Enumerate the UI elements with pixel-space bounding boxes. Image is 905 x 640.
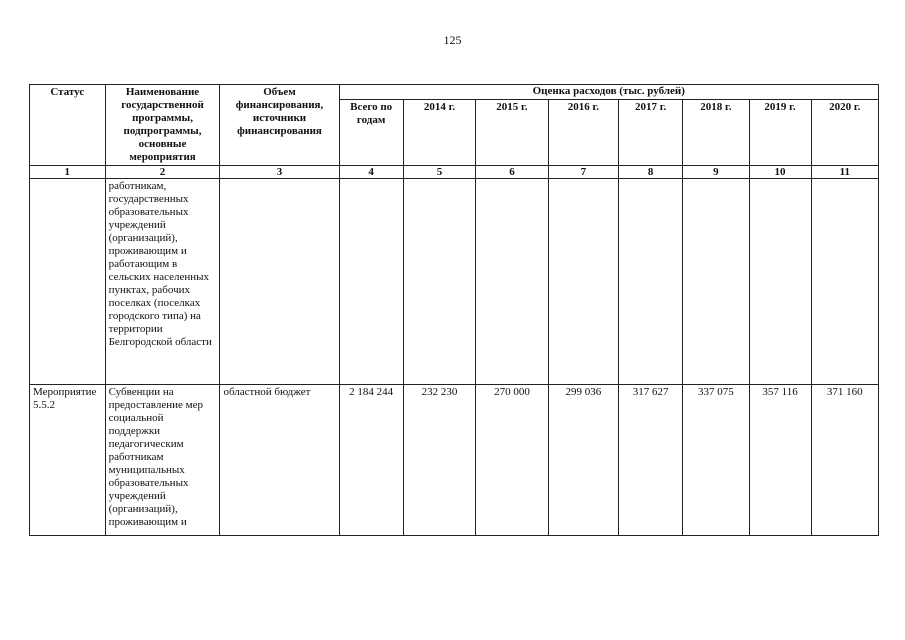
row-value: 337 075 bbox=[683, 385, 749, 536]
row-value bbox=[339, 179, 403, 385]
page-number: 125 bbox=[443, 33, 462, 47]
column-number: 8 bbox=[619, 166, 683, 179]
row-value bbox=[683, 179, 749, 385]
row-value bbox=[548, 179, 618, 385]
header-total: Всего по годам bbox=[339, 99, 403, 165]
header-year-2015: 2015 г. bbox=[476, 99, 548, 165]
header-year-2017: 2017 г. bbox=[619, 99, 683, 165]
row-source bbox=[220, 179, 339, 385]
table-row bbox=[30, 179, 879, 385]
row-value bbox=[619, 179, 683, 385]
header-estimate: Оценка расходов (тыс. рублей) bbox=[339, 85, 878, 100]
row-value bbox=[476, 179, 548, 385]
column-number: 9 bbox=[683, 166, 749, 179]
header-row-1 bbox=[30, 85, 879, 100]
header-year-2016: 2016 г. bbox=[548, 99, 618, 165]
column-number: 1 bbox=[30, 166, 106, 179]
row-status bbox=[30, 179, 106, 385]
column-number: 3 bbox=[220, 166, 339, 179]
row-value: 232 230 bbox=[403, 385, 475, 536]
row-value: 299 036 bbox=[548, 385, 618, 536]
column-number: 10 bbox=[749, 166, 811, 179]
row-value bbox=[811, 179, 878, 385]
column-number: 4 bbox=[339, 166, 403, 179]
header-status: Статус bbox=[30, 85, 106, 166]
row-name: работникам, государственных образовательных учреждений (организаций), проживающим и работающим в сельских населенных пунктах, рабочих поселках (поселках городского типа) на территории Белгородской области bbox=[105, 179, 220, 385]
column-number-row bbox=[30, 166, 879, 179]
row-value: 371 160 bbox=[811, 385, 878, 536]
column-number: 5 bbox=[403, 166, 475, 179]
header-year-2019: 2019 г. bbox=[749, 99, 811, 165]
row-value: 357 116 bbox=[749, 385, 811, 536]
expenditure-table bbox=[29, 84, 879, 536]
header-volume: Объем финансирования, источники финансирования bbox=[220, 85, 339, 166]
row-value: 2 184 244 bbox=[339, 385, 403, 536]
header-year-2020: 2020 г. bbox=[811, 99, 878, 165]
column-number: 7 bbox=[548, 166, 618, 179]
column-number: 2 bbox=[105, 166, 220, 179]
row-status: Мероприятие 5.5.2 bbox=[30, 385, 106, 536]
table-row bbox=[30, 385, 879, 536]
row-source: областной бюджет bbox=[220, 385, 339, 536]
column-number: 6 bbox=[476, 166, 548, 179]
column-number: 11 bbox=[811, 166, 878, 179]
row-value: 270 000 bbox=[476, 385, 548, 536]
header-name: Наименование государственной программы, подпрограммы, основные мероприятия bbox=[105, 85, 220, 166]
row-value bbox=[749, 179, 811, 385]
header-year-2014: 2014 г. bbox=[403, 99, 475, 165]
row-name: Субвенции на предоставление мер социальной поддержки педагогическим работникам муниципальных образовательных учреждений (организаций), проживающим и bbox=[105, 385, 220, 536]
row-value bbox=[403, 179, 475, 385]
header-year-2018: 2018 г. bbox=[683, 99, 749, 165]
row-value: 317 627 bbox=[619, 385, 683, 536]
